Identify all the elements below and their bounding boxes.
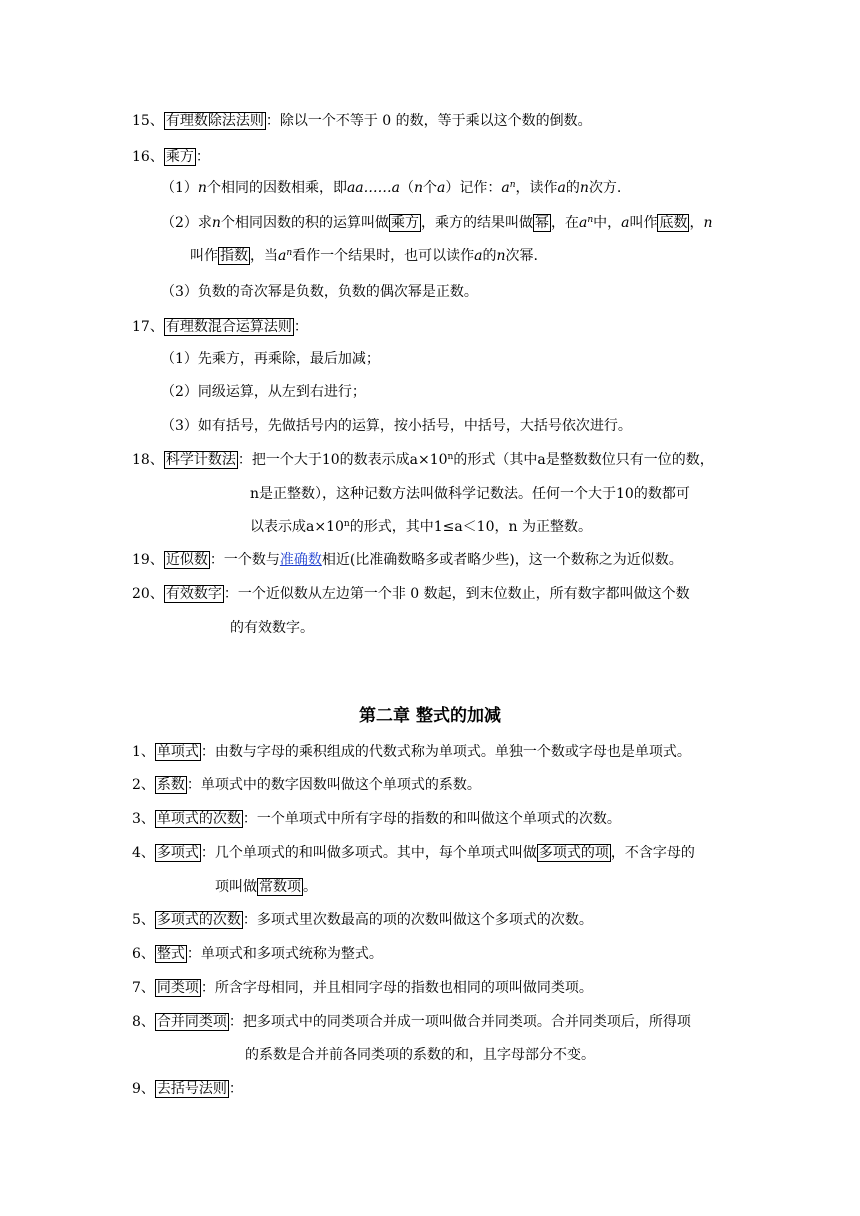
text-fragment: ，不含字母的 <box>610 845 695 861</box>
ch2-item-2 <box>132 774 481 796</box>
text-fragment: ： <box>195 149 210 165</box>
term-box: 常数项 <box>259 879 301 895</box>
term-box: 乘方 <box>165 149 194 165</box>
term-box: 底数 <box>659 215 688 231</box>
ch2-item-9 <box>132 1078 243 1100</box>
term-box: 系数 <box>156 777 185 793</box>
term-box: 指数 <box>220 248 248 264</box>
text-fragment: 的形式，其中1≤a＜10，n 为正整数。 <box>349 519 592 535</box>
term-box: 合并同类项 <box>156 1014 227 1030</box>
text-fragment: n <box>211 215 221 231</box>
text-fragment: a <box>578 215 588 231</box>
item-number: 18、 <box>132 452 164 468</box>
text-fragment: ，在 <box>550 215 579 231</box>
item-17-sub-3: （3）如有括号，先做括号内的运算，按小括号，中括号，大括号依次进行。 <box>161 418 632 434</box>
item-18 <box>132 449 714 471</box>
item-number: 15、 <box>132 113 164 129</box>
text-fragment: 以表示成a×10 <box>250 519 344 535</box>
text-fragment: ，乘方的结果叫做 <box>420 215 533 231</box>
text-fragment: n <box>587 215 594 225</box>
text-fragment: ：把一个大于10的数表示成a×10 <box>237 452 448 468</box>
text-fragment: ： <box>293 319 308 335</box>
text-fragment: 次幂. <box>505 248 538 264</box>
term-box: 有理数混合运算法则 <box>165 319 292 335</box>
item-number: 16、 <box>132 149 164 165</box>
text-fragment: n <box>343 519 350 529</box>
term-box: 有效数字 <box>165 586 222 602</box>
text-fragment: 5、 <box>132 912 155 928</box>
item-18-line-2: n是正整数），这种记数方法叫做科学记数法。任何一个大于10的数都可 <box>250 486 690 502</box>
text-fragment: ， <box>689 215 704 231</box>
item-number: 17、 <box>132 319 164 335</box>
text-fragment: ）记作： <box>445 180 502 196</box>
text-fragment: 9、 <box>132 1081 155 1097</box>
term-box: 有理数除法法则 <box>165 113 264 129</box>
item-16 <box>132 146 210 168</box>
text-fragment: 项叫做 <box>215 879 257 895</box>
item-17-sub-2: （2）同级运算，从左到右进行； <box>161 384 366 400</box>
term-box: 整式 <box>156 946 185 962</box>
item-19 <box>132 549 683 571</box>
text-fragment: ： <box>228 1081 243 1097</box>
item-17 <box>132 316 308 338</box>
text-fragment: 次方. <box>588 180 622 196</box>
text-fragment: 3、 <box>132 811 155 827</box>
text-fragment: 个相同的因数相乘，即 <box>206 180 347 196</box>
text-fragment: a <box>278 248 287 264</box>
text-fragment: a <box>501 180 510 196</box>
ch2-item-3 <box>132 808 621 830</box>
text-fragment: （2）求 <box>161 215 212 231</box>
term-box: 去括号法则 <box>156 1081 227 1097</box>
text-fragment: （1） <box>161 180 198 196</box>
text-fragment: ：把多项式中的同类项合并成一项叫做合并同类项。合并同类项后，所得项 <box>228 1014 691 1030</box>
ch2-item-8 <box>132 1011 691 1033</box>
item-number: 19、 <box>132 552 164 568</box>
definition-text: ：除以一个不等于 0 的数，等于乘以这个数的倒数。 <box>265 113 592 129</box>
item-20 <box>132 583 690 605</box>
text-fragment: 7、 <box>132 980 155 996</box>
ch2-item-4-line-2 <box>215 876 317 898</box>
item-16-sub-2 <box>161 212 713 234</box>
text-fragment: n <box>447 452 454 462</box>
ch2-item-6 <box>132 943 383 965</box>
text-fragment: ，当 <box>250 248 278 264</box>
text-fragment: n <box>703 215 713 231</box>
ch2-item-7 <box>132 977 593 999</box>
text-fragment: ：多项式里次数最高的项的次数叫做这个多项式的次数。 <box>242 912 593 928</box>
text-fragment: ，读作 <box>515 180 558 196</box>
text-fragment: n <box>509 180 516 190</box>
text-fragment: 个 <box>423 180 438 196</box>
text-fragment: ：一个数与 <box>209 552 280 568</box>
text-fragment: n <box>197 180 207 196</box>
term-box: 单项式 <box>156 744 199 760</box>
text-fragment: 1、 <box>132 744 155 760</box>
term-box: 乘方 <box>390 215 419 231</box>
text-fragment: 中， <box>593 215 622 231</box>
text-fragment: 叫作 <box>629 215 658 231</box>
text-fragment: 的 <box>482 248 497 264</box>
item-18-line-3 <box>250 516 592 538</box>
text-fragment: （ <box>400 180 414 196</box>
text-fragment: a <box>621 215 630 231</box>
item-number: 20、 <box>132 586 164 602</box>
chapter-title: 第二章 整式的加减 <box>359 706 501 726</box>
ch2-item-5 <box>132 909 593 931</box>
item-20-line-2: 的有效数字。 <box>230 620 314 636</box>
text-fragment: ：一个单项式中所有字母的指数的和叫做这个单项式的次数。 <box>242 811 621 827</box>
text-fragment: ：几个单项式的和叫做多项式。其中，每个单项式叫做 <box>200 845 537 861</box>
term-box: 单项式的次数 <box>156 811 241 827</box>
text-fragment: a <box>474 248 483 264</box>
term-box: 同类项 <box>156 980 199 996</box>
text-fragment: aa……a <box>346 180 400 196</box>
term-box: 科学计数法 <box>165 452 236 468</box>
term-box: 幂 <box>534 215 549 231</box>
ch2-item-1 <box>132 741 691 763</box>
exact-number-link[interactable]: 准确数 <box>279 552 322 568</box>
text-fragment: 相近(比准确数略多或者略少些)，这一个数称之为近似数。 <box>321 552 683 568</box>
ch2-item-8-line-2: 的系数是合并前各同类项的系数的和，且字母部分不变。 <box>245 1047 595 1063</box>
text-fragment: 的 <box>565 180 580 196</box>
item-17-sub-1: （1）先乘方，再乘除，最后加减； <box>161 351 380 367</box>
text-fragment: 2、 <box>132 777 155 793</box>
text-fragment: 的形式（其中a是整数数位只有一位的数， <box>453 452 714 468</box>
term-box: 多项式的次数 <box>156 912 241 928</box>
text-fragment: n <box>579 180 589 196</box>
item-15 <box>132 110 592 132</box>
term-box: 近似数 <box>165 552 208 568</box>
text-fragment: ：单项式和多项式统称为整式。 <box>186 946 383 962</box>
text-fragment: a <box>557 180 566 196</box>
text-fragment: 4、 <box>132 845 155 861</box>
text-fragment: 看作一个结果时，也可以读作 <box>292 248 475 264</box>
text-fragment: 6、 <box>132 946 155 962</box>
item-16-sub-1 <box>161 177 621 199</box>
text-fragment: 个相同因数的积的运算叫做 <box>220 215 389 231</box>
term-box: 多项式的项 <box>538 845 609 861</box>
text-fragment: n <box>496 248 506 264</box>
text-fragment: a <box>437 180 446 196</box>
text-fragment: n <box>414 180 424 196</box>
text-fragment: ：由数与字母的乘积组成的代数式称为单项式。单独一个数或字母也是单项式。 <box>200 744 691 760</box>
text-fragment: ：一个近似数从左边第一个非 0 数起，到末位数止，所有数字都叫做这个数 <box>223 586 690 602</box>
text-fragment: 。 <box>303 879 317 895</box>
ch2-item-4 <box>132 842 695 864</box>
item-16-sub-3: （3）负数的奇次幂是负数，负数的偶次幂是正数。 <box>161 284 478 300</box>
text-fragment: ：单项式中的数字因数叫做这个单项式的系数。 <box>186 777 481 793</box>
text-fragment: ：所含字母相同，并且相同字母的指数也相同的项叫做同类项。 <box>200 980 593 996</box>
text-fragment: n <box>286 248 293 258</box>
text-fragment: 叫作 <box>190 248 218 264</box>
item-16-sub-2-cont <box>190 245 538 267</box>
term-box: 多项式 <box>156 845 199 861</box>
text-fragment: 8、 <box>132 1014 155 1030</box>
